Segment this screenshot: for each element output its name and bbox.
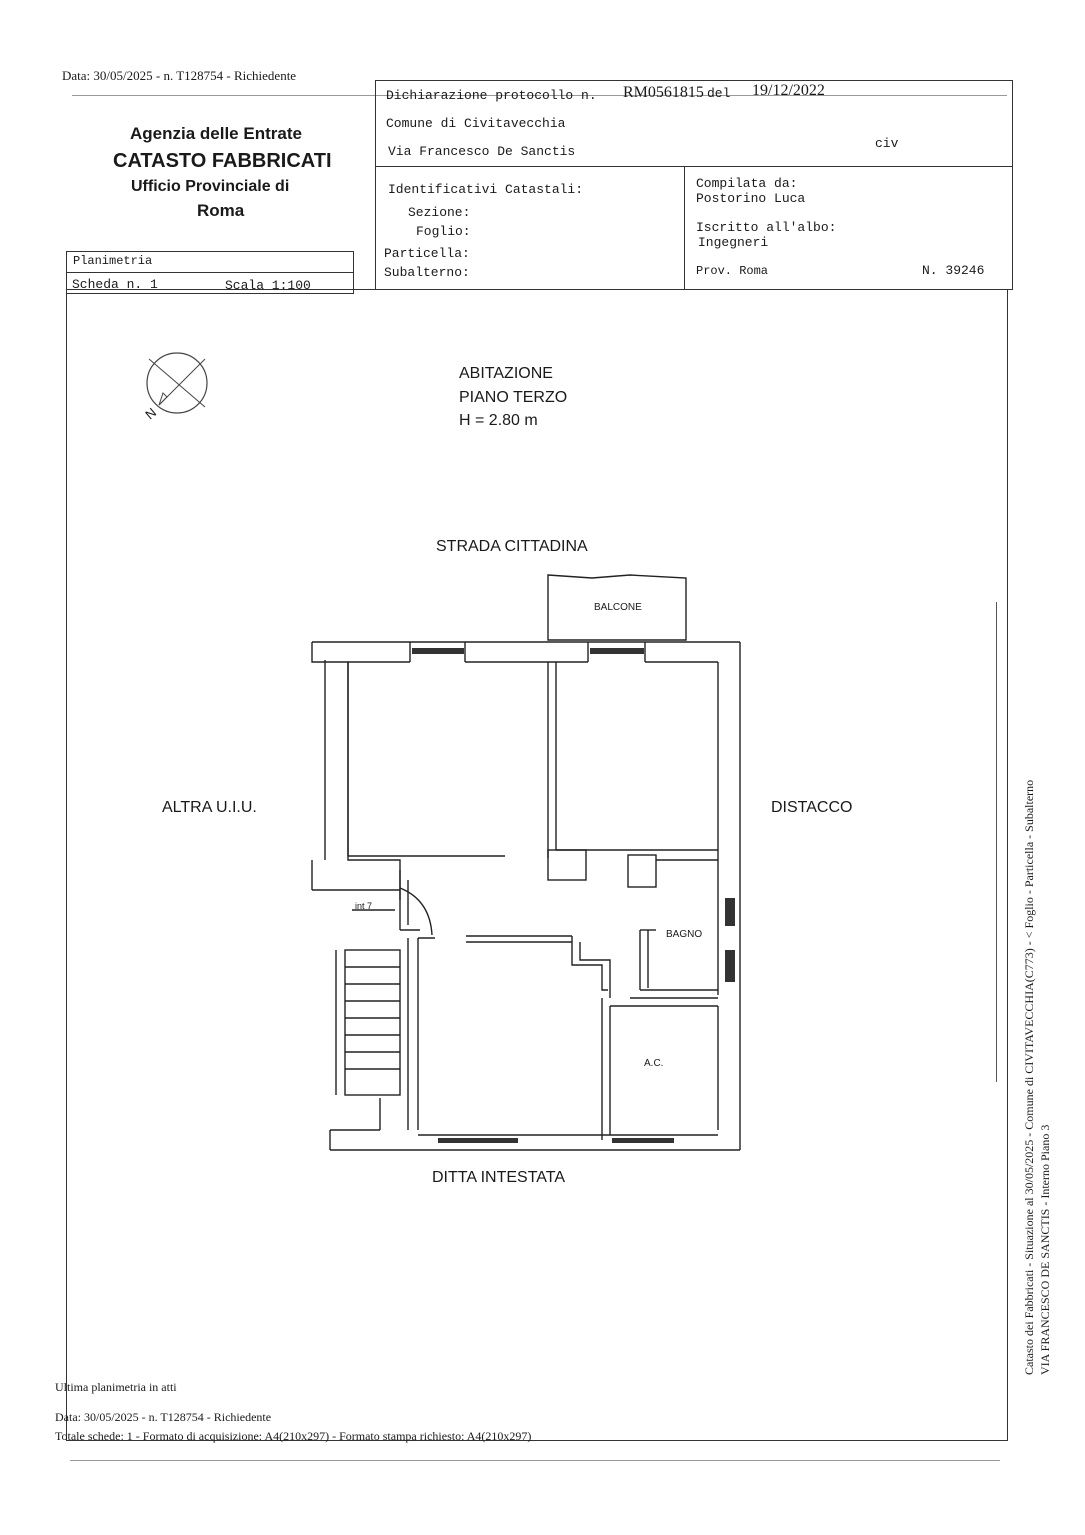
- strada-label: STRADA CITTADINA: [436, 538, 588, 555]
- via: Via Francesco De Sanctis: [388, 144, 576, 159]
- scala-label: Scala 1:100: [225, 278, 311, 293]
- floor-plan: [300, 570, 760, 1170]
- plan-title-1: ABITAZIONE: [459, 365, 553, 382]
- prov: Prov. Roma: [696, 264, 769, 278]
- ditta-label: DITTA INTESTATA: [432, 1169, 566, 1186]
- side-rule: [996, 602, 997, 1082]
- declaration-label: Dichiarazione protocollo n.: [386, 88, 597, 103]
- int-label: int 7: [355, 901, 373, 911]
- header-vdivider: [684, 166, 685, 290]
- top-stamp: Data: 30/05/2025 - n. T128754 - Richiedente: [62, 68, 297, 83]
- header-divider: [375, 166, 1013, 167]
- north-label: N: [142, 404, 160, 423]
- declaration-date: 19/12/2022: [752, 82, 825, 99]
- ac-label: A.C.: [644, 1058, 664, 1069]
- identificativi: Identificativi Catastali:: [388, 182, 584, 197]
- side-stamp-line1: Catasto dei Fabbricati - Situazione al 30/05/2025 - Comune di CIVITAVECCHIA(C773) - < Foglio - Particella - Subalterno: [1022, 779, 1036, 1375]
- agency-line3: Ufficio Provinciale di: [131, 178, 290, 195]
- agency-line2: CATASTO FABBRICATI: [113, 150, 332, 172]
- scheda-label: Scheda n. 1: [72, 277, 158, 292]
- numero: N. 39246: [922, 263, 985, 278]
- declaration-number: RM0561815: [623, 84, 704, 101]
- particella: Particella:: [384, 246, 470, 261]
- civ: civ: [875, 136, 899, 151]
- distacco-label: DISTACCO: [771, 799, 853, 816]
- bagno-label: BAGNO: [666, 929, 703, 940]
- agency-line1: Agenzia delle Entrate: [130, 124, 302, 143]
- footer-ultima: Ultima planimetria in atti: [55, 1380, 177, 1394]
- compilata-label: Compilata da:: [696, 176, 798, 191]
- agency-line4: Roma: [197, 201, 245, 220]
- plan-title-2: PIANO TERZO: [459, 389, 568, 406]
- subalterno: Subalterno:: [384, 265, 470, 280]
- footer-bottom-rule: [70, 1460, 1000, 1461]
- footer-data: Data: 30/05/2025 - n. T128754 - Richiedente: [55, 1410, 272, 1424]
- side-stamp-line2: VIA FRANCESCO DE SANCTIS - Interno Piano 3: [1038, 1124, 1052, 1375]
- planimetria-label: Planimetria: [73, 254, 153, 268]
- planimetria-divider: [66, 272, 354, 273]
- compilata-name: Postorino Luca: [696, 191, 806, 206]
- iscritto-label: Iscritto all'albo:: [696, 220, 837, 235]
- plan-title-3: H = 2.80 m: [459, 412, 538, 429]
- iscritto-value: Ingegneri: [698, 235, 769, 250]
- altra-label: ALTRA U.I.U.: [162, 799, 257, 816]
- balcone-label: BALCONE: [594, 602, 642, 613]
- footer-totale: Totale schede: 1 - Formato di acquisizione: A4(210x297) - Formato stampa richiesto: A4(210x297): [55, 1429, 532, 1443]
- foglio: Foglio:: [416, 224, 471, 239]
- declaration-del: del: [707, 86, 731, 101]
- sezione: Sezione:: [408, 205, 471, 220]
- comune: Comune di Civitavecchia: [386, 116, 566, 131]
